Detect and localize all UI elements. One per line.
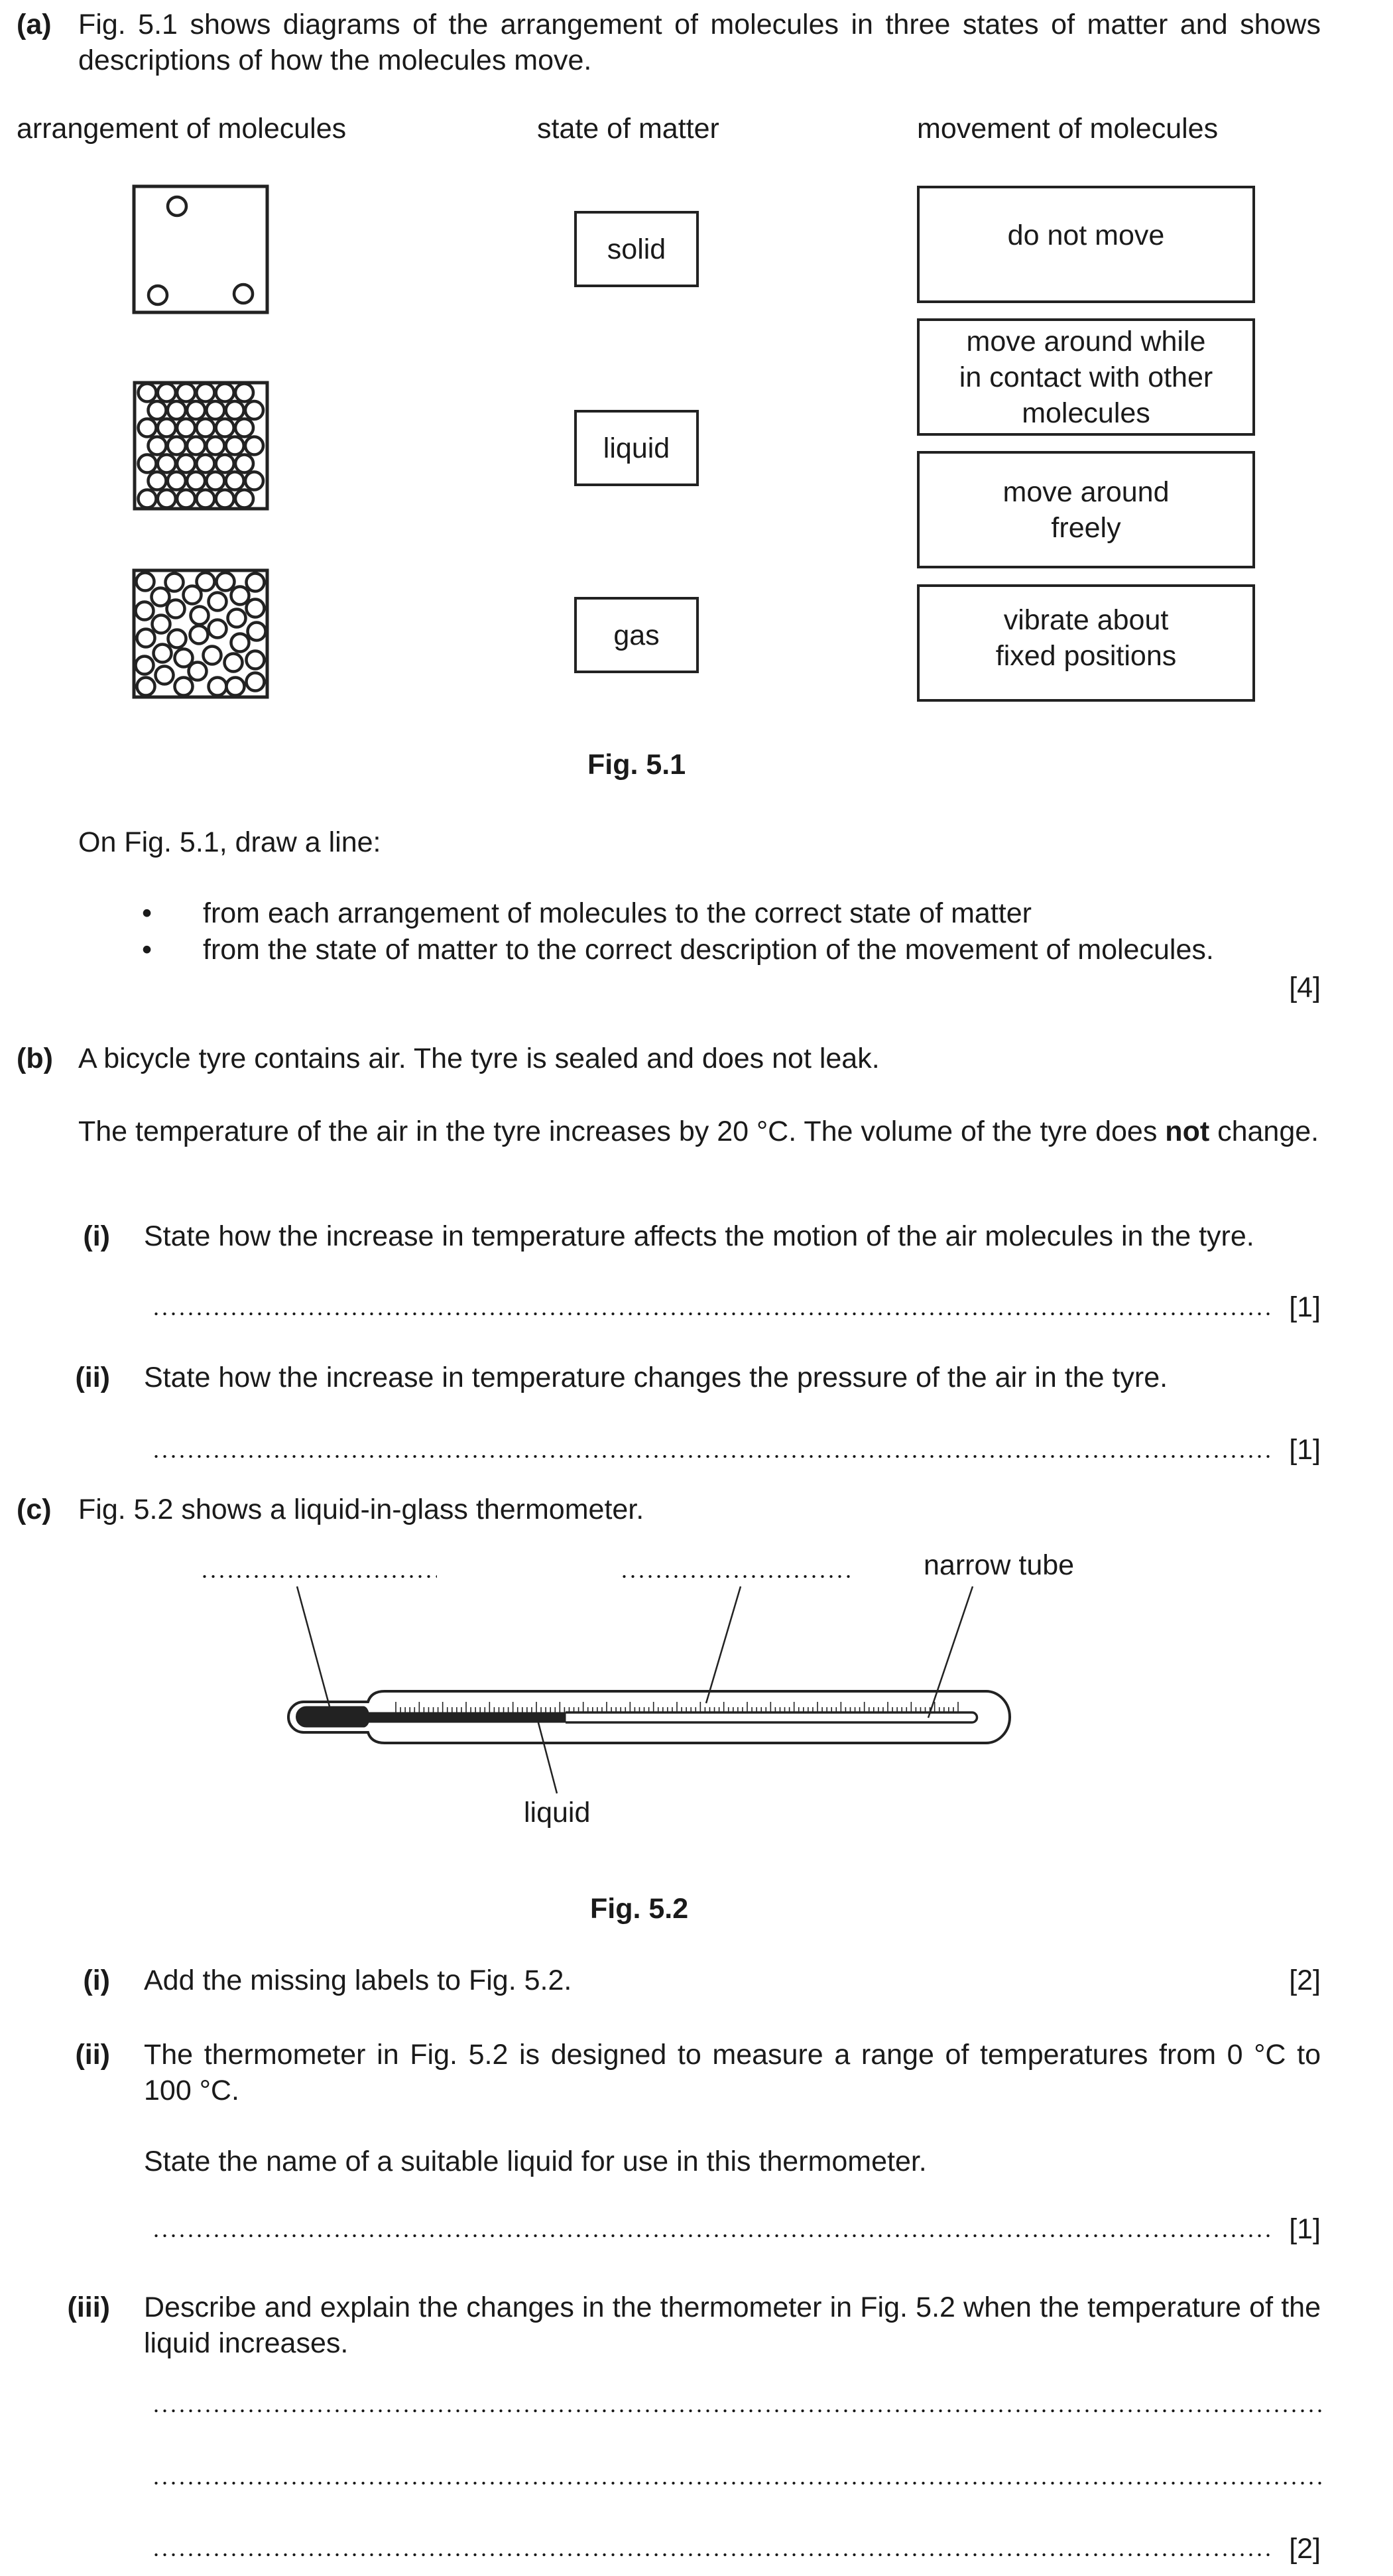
leader-line-scale [706, 1586, 741, 1703]
molecule [168, 630, 186, 648]
question-label: (i) [83, 1220, 110, 1252]
molecule-diagram-irregular [134, 570, 267, 697]
molecule [231, 634, 249, 652]
molecule [248, 623, 266, 641]
answer-line[interactable] [152, 1312, 1270, 1316]
molecule [235, 455, 253, 473]
header-state: state of matter [537, 113, 719, 145]
molecule [177, 490, 195, 508]
molecule [152, 588, 170, 606]
marks: [2] [1289, 2533, 1321, 2565]
molecule [154, 645, 172, 663]
molecule [191, 607, 209, 625]
bullet-text: from each arrangement of molecules to the correct state of matter [203, 897, 1032, 929]
molecule [166, 574, 184, 592]
thermometer-glass [288, 1691, 1010, 1743]
answer-line[interactable] [152, 2481, 1322, 2485]
molecule [168, 401, 186, 419]
molecule [196, 384, 214, 402]
molecule [217, 573, 235, 591]
molecule [206, 437, 224, 455]
molecule [196, 490, 214, 508]
part-c-label: (c) [17, 1494, 52, 1525]
movement-box-contact [917, 318, 1255, 436]
molecule [187, 472, 205, 490]
marks: [2] [1289, 1964, 1321, 1996]
molecule [206, 401, 224, 419]
part-b-label: (b) [17, 1043, 53, 1074]
figure-label-blank-bulb[interactable] [200, 1575, 437, 1578]
molecule [139, 384, 156, 402]
molecule-diagram-sparse [134, 186, 267, 312]
question-text: Add the missing labels to Fig. 5.2. [144, 1964, 572, 1996]
part-c-intro: Fig. 5.2 shows a liquid-in-glass thermometer. [78, 1494, 644, 1525]
molecule [247, 673, 265, 691]
answer-line[interactable] [152, 2409, 1322, 2413]
figure-5-2-caption: Fig. 5.2 [590, 1893, 689, 1925]
molecule [152, 615, 170, 633]
molecule [158, 455, 176, 473]
molecule [226, 437, 244, 455]
molecule [216, 490, 234, 508]
question-label: (iii) [67, 2291, 110, 2323]
molecule [225, 654, 243, 672]
answer-line[interactable] [152, 2234, 1270, 2238]
question-label: (ii) [75, 1362, 110, 1393]
molecule-box [135, 383, 267, 509]
molecule [139, 419, 156, 437]
molecule [156, 667, 174, 684]
molecule [184, 586, 202, 604]
molecule [137, 678, 155, 696]
molecule [137, 629, 155, 647]
molecule [149, 437, 166, 455]
molecule [177, 455, 195, 473]
molecule [216, 384, 234, 402]
marks: [1] [1289, 1434, 1321, 1466]
molecule-box [134, 570, 267, 697]
marks: [4] [1289, 972, 1321, 1003]
molecule [209, 620, 227, 638]
figure-5-1-caption: Fig. 5.1 [587, 749, 686, 781]
molecule [168, 472, 186, 490]
molecule [228, 610, 246, 627]
movement-label: do not move [1007, 219, 1165, 251]
molecule [245, 437, 263, 455]
molecule [177, 384, 195, 402]
molecule [158, 419, 176, 437]
leader-line-bulb [297, 1586, 330, 1707]
question-label: (i) [83, 1964, 110, 1996]
molecule [235, 419, 253, 437]
part-a-intro: Fig. 5.1 shows diagrams of the arrangement of molecules in three states of matter and shows descriptions of how the molecules move. [78, 9, 1321, 76]
molecule [226, 401, 244, 419]
figure-label-narrow-tube: narrow tube [924, 1549, 1075, 1581]
molecule [168, 437, 186, 455]
molecule-box [134, 186, 267, 312]
question-text: State how the increase in temperature changes the pressure of the air in the tyre. [144, 1362, 1168, 1393]
header-arrangement: arrangement of molecules [17, 113, 347, 145]
state-box-gas [574, 597, 699, 673]
movement-box-do-not-move [917, 186, 1255, 303]
paragraph-text: change. [1209, 1116, 1319, 1147]
thermometer-scale [396, 1702, 958, 1712]
molecule [196, 419, 214, 437]
molecule [167, 600, 185, 618]
molecule [227, 678, 245, 696]
state-box-liquid [574, 410, 699, 486]
question-text: The thermometer in Fig. 5.2 is designed to measure a range of temperatures from 0 °C to 100 °C. [144, 2039, 1321, 2106]
molecule [137, 573, 154, 591]
state-label: solid [607, 233, 666, 265]
question-text: Describe and explain the changes in the thermometer in Fig. 5.2 when the temperature of the liquid increases. [144, 2291, 1321, 2359]
leader-line-liquid [537, 1718, 557, 1793]
thermometer-bulb-liquid [296, 1707, 566, 1727]
movement-label: vibrate about fixed positions [995, 604, 1177, 672]
molecule [139, 490, 156, 508]
bullet-icon: • [142, 934, 152, 966]
molecule [235, 490, 253, 508]
molecule [247, 651, 265, 669]
movement-box-freely [917, 451, 1255, 568]
molecule [235, 384, 253, 402]
bullet-icon: • [142, 897, 152, 929]
state-label: gas [613, 619, 660, 651]
part-b-intro: A bicycle tyre contains air. The tyre is sealed and does not leak. [78, 1043, 880, 1074]
molecule [175, 649, 193, 667]
molecule [136, 657, 154, 675]
molecule [206, 472, 224, 490]
molecule [139, 455, 156, 473]
instruction: On Fig. 5.1, draw a line: [78, 826, 381, 858]
answer-line[interactable] [152, 2553, 1270, 2557]
molecule [245, 472, 263, 490]
molecule [187, 401, 205, 419]
molecule [204, 647, 221, 665]
molecule [158, 490, 176, 508]
figure-label-liquid: liquid [524, 1797, 591, 1829]
molecule [226, 472, 244, 490]
molecule [209, 678, 227, 696]
movement-label: move around freely [1002, 476, 1170, 544]
part-a-label: (a) [17, 9, 52, 40]
molecule [187, 437, 205, 455]
question-text-continued: State the name of a suitable liquid for use in this thermometer. [144, 2146, 927, 2177]
state-label: liquid [603, 432, 670, 464]
paragraph-text: The temperature of the air in the tyre increases by 20 °C. The volume of the tyre does [78, 1116, 1166, 1147]
molecule [216, 455, 234, 473]
molecule [177, 419, 195, 437]
molecule [245, 401, 263, 419]
molecule [231, 587, 249, 605]
bullet-text: from the state of matter to the correct description of the movement of molecules. [203, 934, 1214, 966]
marks: [1] [1289, 2213, 1321, 2245]
molecule [247, 574, 265, 592]
question-text: State how the increase in temperature affects the motion of the air molecules in the tyre. [144, 1220, 1254, 1252]
molecule [149, 472, 166, 490]
part-b-paragraph [78, 1114, 1321, 1149]
molecule [175, 678, 193, 696]
molecule [209, 593, 227, 611]
molecule [136, 602, 154, 620]
molecule [234, 285, 253, 303]
header-movement: movement of molecules [917, 113, 1219, 145]
molecule-diagram-regular [135, 383, 267, 509]
molecule [158, 384, 176, 402]
question-label: (ii) [75, 2039, 110, 2071]
paragraph-emphasis: not [1165, 1116, 1210, 1147]
figure-label-blank-scale[interactable] [620, 1575, 853, 1578]
capillary-tube [566, 1712, 977, 1722]
movement-label: move around while in contact with other molecules [959, 325, 1213, 429]
thermometer-diagram [288, 1586, 1010, 1793]
molecule [149, 401, 166, 419]
state-box-solid [574, 211, 699, 287]
movement-box-vibrate [917, 584, 1255, 702]
answer-line[interactable] [152, 1454, 1270, 1458]
molecule [190, 626, 208, 644]
molecule [149, 286, 167, 304]
molecule [216, 419, 234, 437]
molecule [189, 663, 207, 680]
marks: [1] [1289, 1291, 1321, 1323]
molecule [196, 455, 214, 473]
molecule [168, 197, 186, 216]
molecule [247, 600, 265, 617]
molecule [197, 573, 215, 591]
leader-line-narrow-tube [928, 1586, 973, 1718]
